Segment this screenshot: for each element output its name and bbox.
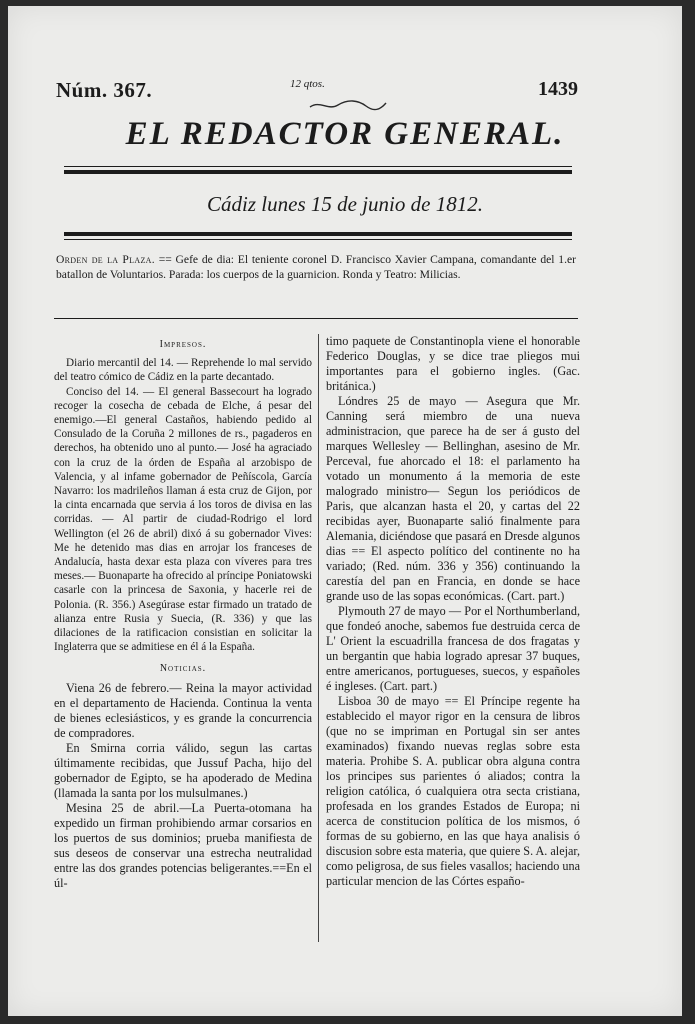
noticias-heading: Noticias.	[159, 663, 207, 675]
masthead-rule-thick	[64, 170, 572, 174]
newspaper-page	[8, 6, 682, 1016]
noticias-paragraph: Mesina 25 de abril.—La Puerta-otomana ha expedido un firman prohibiendo armar corsarios en los puertos de sus dominios; prueba manifiesta de sus deseos de conservar una estrecha neutralidad entre las dos grandes potencias beligerantes.==En el úl-	[54, 800, 312, 890]
masthead-title: EL REDACTOR GENERAL.	[125, 116, 565, 152]
noticias-paragraph: Viena 26 de febrero.— Reina la mayor actividad en el departamento de Hacienda. Continua la venta de bienes eclesiásticos, y es grande la concurrencia de compradores.	[54, 680, 312, 740]
impresos-paragraph: Conciso del 14. — El general Bassecourt ha logrado recoger la cosecha de cebada de Elche, á pesar del enemigo.—El general Castaños, habiendo pedido al Consulado de la Coruña 2 millones de rs., pagaderos en derechos, ha obtenido uno al punto.— José ha agraciado con la cruz de la órden de España al arzobispo de Valencia, y al infame gobernador de Peñíscola, García Navarro: los madrileños llaman á esta cruz de Gijon, por la cinta encarnada que servia á los toros de divisa en las corridas. — Al partir de ciudad-Rodrigo el lord Wellington (el 26 de abril) dixó á su gobernador Vives: Me he detenido mas dias en arrojar los franceses de Andalucía, hasta dexar esta plaza con víveres para tres meses.— Buonaparte ha ofrecido al príncipe Poniatowski casarle con la princesa de Saxonia, y hacerle rei de Polonia. (R. 356.) Asegúrase estar firmado un tratado de alianza entre Rusia y Suecia, (R. 336) y que las dilaciones de la ratificacion consistian en solicitar la Inglaterra que se admitiese en él á la España.	[54, 385, 312, 654]
orden-lead: Orden de la Plaza.	[56, 253, 155, 266]
news-paragraph: Lóndres 25 de mayo — Asegura que Mr. Canning será miembro de una nueva administracion, que parece ha de ser á gusto del marques Wellesley — Bellinghan, asesino de Mr. Perceval, fue ahorcado el 18: el parlamento ha votado un monumento á la memoria de este malogrado ministro— Segun los periódicos de Paris, que alcanzan hasta el 20, y cartas del 22 recibidas ayer, Buonaparte salió finalmente para Alemania, diciéndose que pasará en Dresde algunos dias == El aspecto político del continente no ha variado; (Red. núm. 336 y 356) continuando la carestía del pan en Francia, en donde se hace grande uso de las sopas económicas. (Cart. part.)	[326, 394, 580, 603]
left-column	[54, 334, 319, 942]
orden-text: == Gefe de dia: El teniente coronel D. Francisco Xavier Campana, comandante del 1.er batallon de Voluntarios. Parada: los cuerpos de la guarnicion. Ronda y Teatro: Milicias.	[56, 253, 576, 281]
impresos-paragraph: Diario mercantil del 14. — Reprehende lo mal servido del teatro cómico de Cádiz en la parte decantado.	[54, 357, 312, 384]
dateline-rule-thick	[64, 232, 572, 236]
right-column	[326, 334, 580, 940]
orden-de-la-plaza	[56, 252, 576, 282]
page-number: 1439	[538, 78, 578, 100]
issue-number: Núm. 367.	[56, 78, 153, 102]
dateline: Cádiz lunes 15 de junio de 1812.	[207, 192, 483, 216]
ornament-flourish-icon	[308, 98, 388, 112]
news-paragraph: timo paquete de Constantinopla viene el honorable Federico Douglas, y se dice trae pliegos mui importantes para el gobierno ingles. (Gac. británica.)	[326, 334, 580, 393]
impresos-heading: Impresos.	[159, 339, 207, 350]
dateline-rule-thin	[64, 239, 572, 240]
noticias-paragraph: En Smirna corria válido, segun las cartas últimamente recibidas, que Jussuf Pacha, hijo del gobernador de Egipto, se ha apoderado de Medina (llamada la santa por los mulsulmanes.)	[54, 740, 312, 800]
orden-rule	[54, 318, 578, 319]
news-paragraph: Lisboa 30 de mayo == El Príncipe regente ha establecido el mayor rigor en la censura de libros (que no se impriman en Portugal sin ser antes examinados) fixando nuevas reglas sobre esta materia. Prohibe S. A. publicar obra alguna contra los principes sus parientes ó aliados; contra la religion católica, ó cualquiera otra secta cristiana, profesada en los grandes Estados de Europa; ni acerca de constitucion política de los mismos, ó formas de su gobierno, en las que haya analisis ó discusion sobre esta materia, que quiere S. A. alejar, como peligrosa, de sus fieles vasallos; haciendo una particular mencion de las Córtes españo-	[326, 694, 580, 888]
news-paragraph: Plymouth 27 de mayo — Por el Northumberland, que fondeó anoche, sabemos fue destruida cerca de L' Orient la escuadrilla francesa de dos fragatas y un bergantin que habia logrado apresar 37 buques, entre americanos, portugueses, suecos, y españoles é ingleses. (Cart. part.)	[326, 604, 580, 693]
masthead-rule-thin	[64, 166, 572, 167]
issue-price: 12 qtos.	[290, 78, 325, 90]
